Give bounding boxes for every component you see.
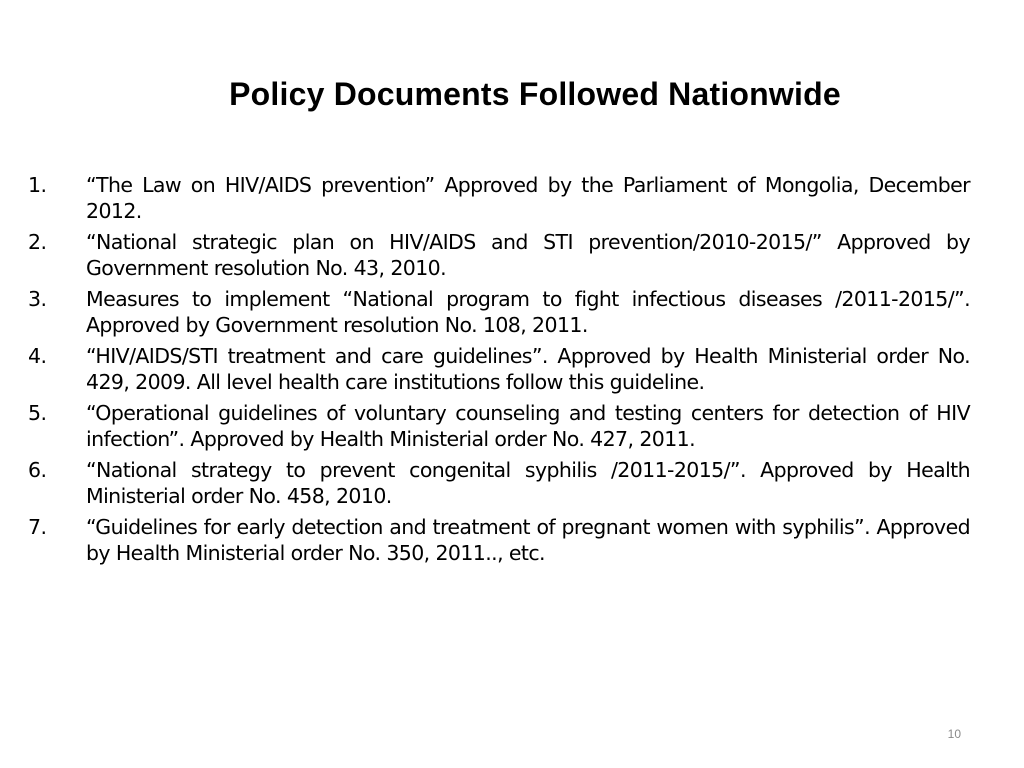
list-item bbox=[28, 400, 970, 452]
policy-document-list bbox=[28, 172, 970, 571]
list-item-number: 2. bbox=[28, 230, 47, 254]
list-item-text: Measures to implement “National program to fight infectious diseases /2011-2015/”. Approved by Government resolution No. 108, 2011. bbox=[86, 287, 970, 337]
list-item bbox=[28, 286, 970, 338]
list-item-text: “HIV/AIDS/STI treatment and care guidelines”. Approved by Health Ministerial order No. 429, 2009. All level health care institutions follow this guideline. bbox=[86, 344, 970, 394]
list-item bbox=[28, 457, 970, 509]
list-item-number: 5. bbox=[28, 401, 47, 425]
list-item bbox=[28, 172, 970, 224]
list-item-number: 3. bbox=[28, 287, 47, 311]
list-item-text: “The Law on HIV/AIDS prevention” Approved by the Parliament of Mongolia, December 2012. bbox=[86, 173, 970, 223]
list-item-text: “National strategy to prevent congenital syphilis /2011-2015/”. Approved by Health Ministerial order No. 458, 2010. bbox=[86, 458, 970, 508]
list-item bbox=[28, 343, 970, 395]
slide-title: Policy Documents Followed Nationwide bbox=[229, 76, 841, 112]
list-item-text: “Operational guidelines of voluntary counseling and testing centers for detection of HIV infection”. Approved by Health Ministerial order No. 427, 2011. bbox=[86, 401, 970, 451]
list-item bbox=[28, 514, 970, 566]
list-item-number: 7. bbox=[28, 515, 47, 539]
list-item-number: 4. bbox=[28, 344, 47, 368]
list-item-number: 1. bbox=[28, 173, 47, 197]
list-item-number: 6. bbox=[28, 458, 47, 482]
list-item-text: “National strategic plan on HIV/AIDS and STI prevention/2010-2015/” Approved by Government resolution No. 43, 2010. bbox=[86, 230, 970, 280]
list-item bbox=[28, 229, 970, 281]
page-number: 10 bbox=[947, 727, 961, 741]
list-item-text: “Guidelines for early detection and treatment of pregnant women with syphilis”. Approved by Health Ministerial order No. 350, 2011.., etc. bbox=[86, 515, 970, 565]
